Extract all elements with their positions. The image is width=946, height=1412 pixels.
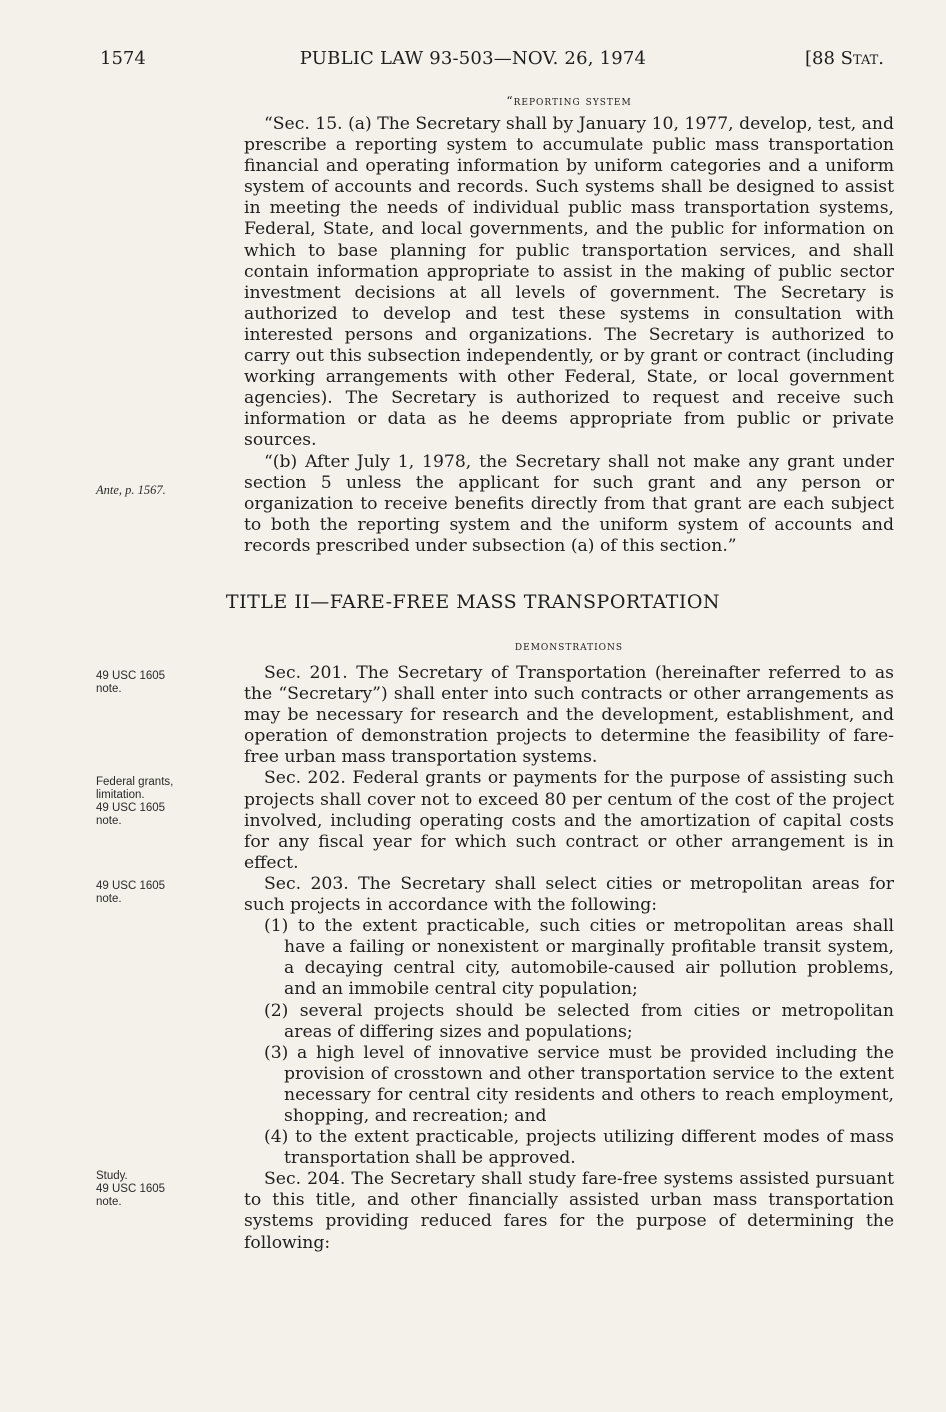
margin-note-204-line: 49 USC 1605 xyxy=(96,1183,166,1195)
margin-note-ante xyxy=(96,484,226,497)
margin-note-202-line: limitation. xyxy=(96,789,145,801)
margin-note-204-line: Study. xyxy=(96,1170,128,1182)
page-number: 1574 xyxy=(100,48,146,69)
sec-202: Sec. 202. Federal grants or payments for the purpose of assisting such projects shall cover not to exceed 80 per centum of the cost of the project involved, including operating costs and the amortization of capital costs for any fiscal year for which such contract or other arrangement is in effect. xyxy=(244,768,894,873)
section-15-para-b: “(b) After July 1, 1978, the Secretary shall not make any grant under section 5 unless the applicant for such grant and any person or organization to receive benefits directly from that grant are each subject to both the reporting system and the uniform system of accounts and records prescribed under subsection (a) of this section.” xyxy=(244,451,894,556)
margin-note-203 xyxy=(96,880,226,906)
sec-203-item-1: (1) to the extent practicable, such cities or metropolitan areas shall have a failing or nonexistent or marginally profitable transit system, a decaying central city, automobile-caused air pollution problems, and an immobile central city population; xyxy=(264,916,894,1000)
margin-note-204 xyxy=(96,1170,226,1209)
margin-note-202-line: note. xyxy=(96,815,122,827)
margin-note-ante-text: Ante, p. 1567. xyxy=(96,483,166,497)
margin-note-201-line: 49 USC 1605 xyxy=(96,670,166,682)
sec-203-item-4: (4) to the extent practicable, projects utilizing different modes of mass transportation shall be approved. xyxy=(264,1127,894,1169)
demonstrations-heading: demonstrations xyxy=(514,638,624,653)
title-ii-heading: TITLE II—FARE-FREE MASS TRANSPORTATION xyxy=(225,591,721,613)
section-15-heading: “reporting system xyxy=(506,93,632,108)
sec-201: Sec. 201. The Secretary of Transportation (hereinafter referred to as the “Secretary”) shall enter into such contracts or other arrangements as may be necessary for research and the development, establishment, and operation of demonstration projects to determine the feasibility of fare-free urban mass transportation systems. xyxy=(244,663,894,768)
margin-note-202 xyxy=(96,776,226,828)
margin-note-202-line: 49 USC 1605 xyxy=(96,802,166,814)
sec-204: Sec. 204. The Secretary shall study fare-free systems assisted pursuant to this title, and other financially assisted urban mass transportation systems providing reduced fares for the purpose of determining the following: xyxy=(244,1169,894,1253)
sec-203: Sec. 203. The Secretary shall select cities or metropolitan areas for such projects in accordance with the following: xyxy=(244,873,894,916)
running-title: PUBLIC LAW 93-503—NOV. 26, 1974 xyxy=(299,48,647,69)
page-header xyxy=(0,48,946,76)
section-15 xyxy=(244,93,894,557)
sec-203-item-3: (3) a high level of innovative service must be provided including the provision of crosstown and other transportation service to the extent necessary for central city residents and others to reach employment, shopping, and recreation; and xyxy=(264,1042,894,1126)
section-15-para-a: “Sec. 15. (a) The Secretary shall by January 10, 1977, develop, test, and prescribe a reporting system to accumulate public mass transportation financial and operating information by uniform categories and a uniform system of accounts and records. Such systems shall be designed to assist in meeting the needs of individual public mass transportation systems, Federal, State, and local governments, and the public for information on which to base planning for public transportation services, and shall contain information appropriate to assist in the making of public sector investment decisions at all levels of government. The Secretary is authorized to develop and test these systems in consultation with interested persons and organizations. The Secretary is authorized to carry out this subsection independently, or by grant or contract (including working arrangements with other Federal, State, or local government agencies). The Secretary is authorized to request and receive such information or data as he deems appropriate from public or private sources. xyxy=(244,114,894,451)
margin-note-203-line: 49 USC 1605 xyxy=(96,880,166,892)
margin-note-201-line: note. xyxy=(96,683,122,695)
volume-reference: [88 Stat. xyxy=(805,48,885,69)
margin-note-203-line: note. xyxy=(96,893,122,905)
margin-note-202-line: Federal grants, xyxy=(96,776,174,788)
title-ii-body xyxy=(244,638,894,1254)
margin-note-204-line: note. xyxy=(96,1196,122,1208)
margin-note-201 xyxy=(96,670,226,696)
sec-203-item-2: (2) several projects should be selected from cities or metropolitan areas of differing sizes and populations; xyxy=(264,1000,894,1042)
